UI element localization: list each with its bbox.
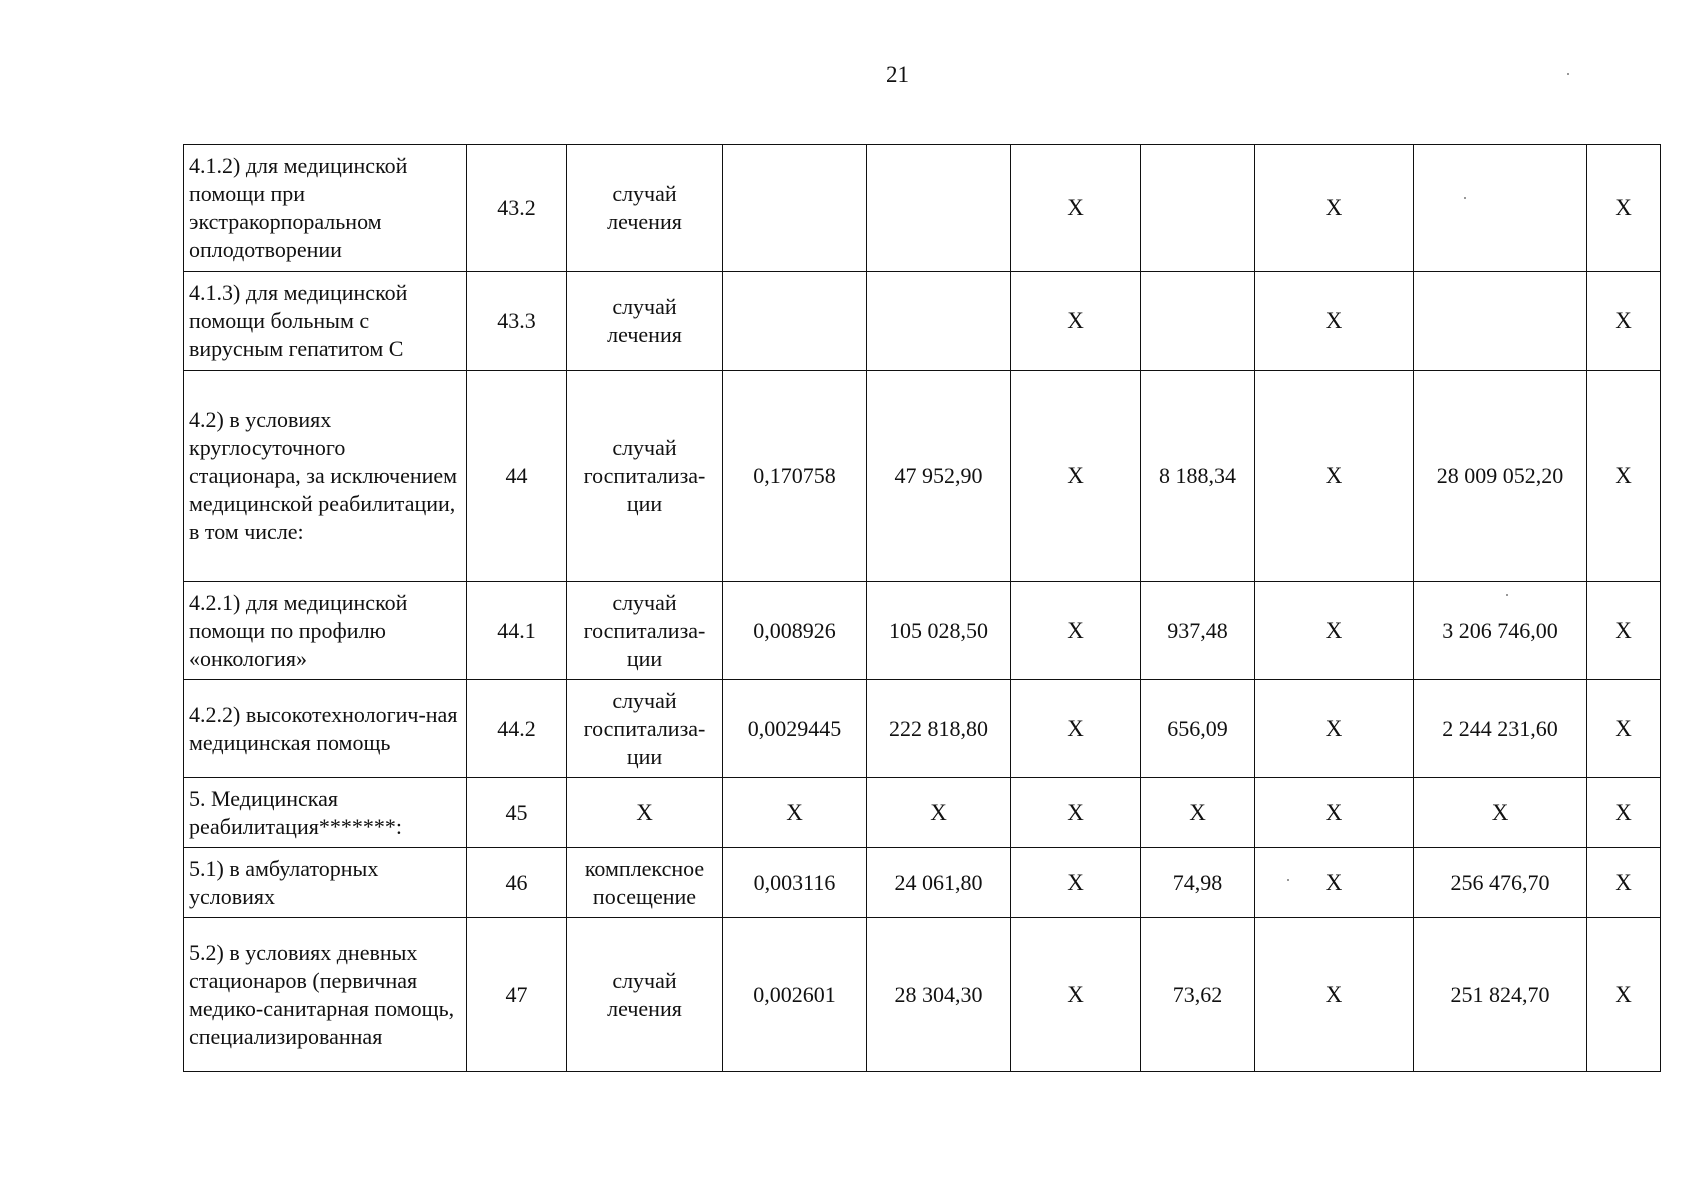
scan-speck xyxy=(1506,594,1508,596)
row-col7-cell: 74,98 xyxy=(1141,848,1255,918)
row-col8-cell: Х xyxy=(1255,272,1414,371)
row-col6-cell: Х xyxy=(1011,582,1141,680)
row-col10-cell: Х xyxy=(1587,680,1661,778)
row-code-cell: 43.3 xyxy=(467,272,567,371)
row-col8-cell: Х xyxy=(1255,371,1414,582)
row-col6-cell: Х xyxy=(1011,778,1141,848)
row-col9-cell xyxy=(1414,145,1587,272)
row-col6-cell: Х xyxy=(1011,272,1141,371)
scan-speck xyxy=(1567,73,1569,75)
row-col10-cell: Х xyxy=(1587,848,1661,918)
row-name-cell: 5.2) в условиях дневных стационаров (первичная медико-санитарная помощь, специализированная xyxy=(184,918,467,1072)
row-cost-cell: 24 061,80 xyxy=(867,848,1011,918)
row-volume-cell: 0,003116 xyxy=(723,848,867,918)
table-row xyxy=(184,848,1661,918)
row-cost-cell: Х xyxy=(867,778,1011,848)
row-col9-cell: 28 009 052,20 xyxy=(1414,371,1587,582)
row-cost-cell: 47 952,90 xyxy=(867,371,1011,582)
row-col10-cell: Х xyxy=(1587,918,1661,1072)
row-cost-cell xyxy=(867,272,1011,371)
row-volume-cell: 0,0029445 xyxy=(723,680,867,778)
row-col10-cell: Х xyxy=(1587,582,1661,680)
row-unit-cell: случай лечения xyxy=(567,145,723,272)
row-volume-cell xyxy=(723,272,867,371)
row-col8-cell: Х xyxy=(1255,918,1414,1072)
table-row xyxy=(184,680,1661,778)
row-unit-cell: случай госпитализа-ции xyxy=(567,371,723,582)
row-volume-cell: 0,170758 xyxy=(723,371,867,582)
row-col10-cell: Х xyxy=(1587,371,1661,582)
row-cost-cell xyxy=(867,145,1011,272)
row-name-cell: 5.1) в амбулаторных условиях xyxy=(184,848,467,918)
row-col9-cell xyxy=(1414,272,1587,371)
row-col9-cell: Х xyxy=(1414,778,1587,848)
row-col8-cell: Х xyxy=(1255,145,1414,272)
row-col8-cell: Х xyxy=(1255,848,1414,918)
row-cost-cell: 222 818,80 xyxy=(867,680,1011,778)
row-col6-cell: Х xyxy=(1011,848,1141,918)
row-col7-cell xyxy=(1141,145,1255,272)
row-col6-cell: Х xyxy=(1011,371,1141,582)
row-unit-cell: комплексное посещение xyxy=(567,848,723,918)
row-unit-cell: Х xyxy=(567,778,723,848)
table-row xyxy=(184,778,1661,848)
row-col10-cell: Х xyxy=(1587,778,1661,848)
row-col7-cell: 656,09 xyxy=(1141,680,1255,778)
table-row xyxy=(184,582,1661,680)
row-cost-cell: 28 304,30 xyxy=(867,918,1011,1072)
table-row xyxy=(184,272,1661,371)
row-unit-cell: случай госпитализа-ции xyxy=(567,582,723,680)
data-table xyxy=(183,144,1661,1072)
row-cost-cell: 105 028,50 xyxy=(867,582,1011,680)
row-volume-cell: 0,002601 xyxy=(723,918,867,1072)
row-volume-cell: 0,008926 xyxy=(723,582,867,680)
table-row xyxy=(184,145,1661,272)
row-volume-cell: Х xyxy=(723,778,867,848)
row-col6-cell: Х xyxy=(1011,918,1141,1072)
row-col7-cell: 73,62 xyxy=(1141,918,1255,1072)
row-col7-cell xyxy=(1141,272,1255,371)
row-col7-cell: 937,48 xyxy=(1141,582,1255,680)
row-col6-cell: Х xyxy=(1011,145,1141,272)
row-col9-cell: 251 824,70 xyxy=(1414,918,1587,1072)
row-code-cell: 44 xyxy=(467,371,567,582)
row-col7-cell: 8 188,34 xyxy=(1141,371,1255,582)
page-number: 21 xyxy=(886,62,909,87)
row-col10-cell: Х xyxy=(1587,145,1661,272)
table-row xyxy=(184,371,1661,582)
row-code-cell: 46 xyxy=(467,848,567,918)
table-row xyxy=(184,918,1661,1072)
row-col6-cell: Х xyxy=(1011,680,1141,778)
row-name-cell: 4.1.2) для медицинской помощи при экстракорпоральном оплодотворении xyxy=(184,145,467,272)
row-col8-cell: Х xyxy=(1255,778,1414,848)
row-unit-cell: случай лечения xyxy=(567,918,723,1072)
row-volume-cell xyxy=(723,145,867,272)
row-name-cell: 5. Медицинская реабилитация*******: xyxy=(184,778,467,848)
row-code-cell: 44.1 xyxy=(467,582,567,680)
row-unit-cell: случай госпитализа-ции xyxy=(567,680,723,778)
row-code-cell: 43.2 xyxy=(467,145,567,272)
row-name-cell: 4.2.1) для медицинской помощи по профилю «онкология» xyxy=(184,582,467,680)
row-col9-cell: 3 206 746,00 xyxy=(1414,582,1587,680)
row-code-cell: 47 xyxy=(467,918,567,1072)
row-name-cell: 4.2.2) высокотехнологич-ная медицинская помощь xyxy=(184,680,467,778)
scan-speck xyxy=(1287,879,1289,881)
row-unit-cell: случай лечения xyxy=(567,272,723,371)
row-name-cell: 4.1.3) для медицинской помощи больным с вирусным гепатитом С xyxy=(184,272,467,371)
row-col10-cell: Х xyxy=(1587,272,1661,371)
row-col9-cell: 256 476,70 xyxy=(1414,848,1587,918)
row-col9-cell: 2 244 231,60 xyxy=(1414,680,1587,778)
row-name-cell: 4.2) в условиях круглосуточного стационара, за исключением медицинской реабилитации, в том числе: xyxy=(184,371,467,582)
row-col8-cell: Х xyxy=(1255,680,1414,778)
row-code-cell: 45 xyxy=(467,778,567,848)
scan-speck xyxy=(1464,197,1466,199)
row-col7-cell: Х xyxy=(1141,778,1255,848)
row-col8-cell: Х xyxy=(1255,582,1414,680)
row-code-cell: 44.2 xyxy=(467,680,567,778)
